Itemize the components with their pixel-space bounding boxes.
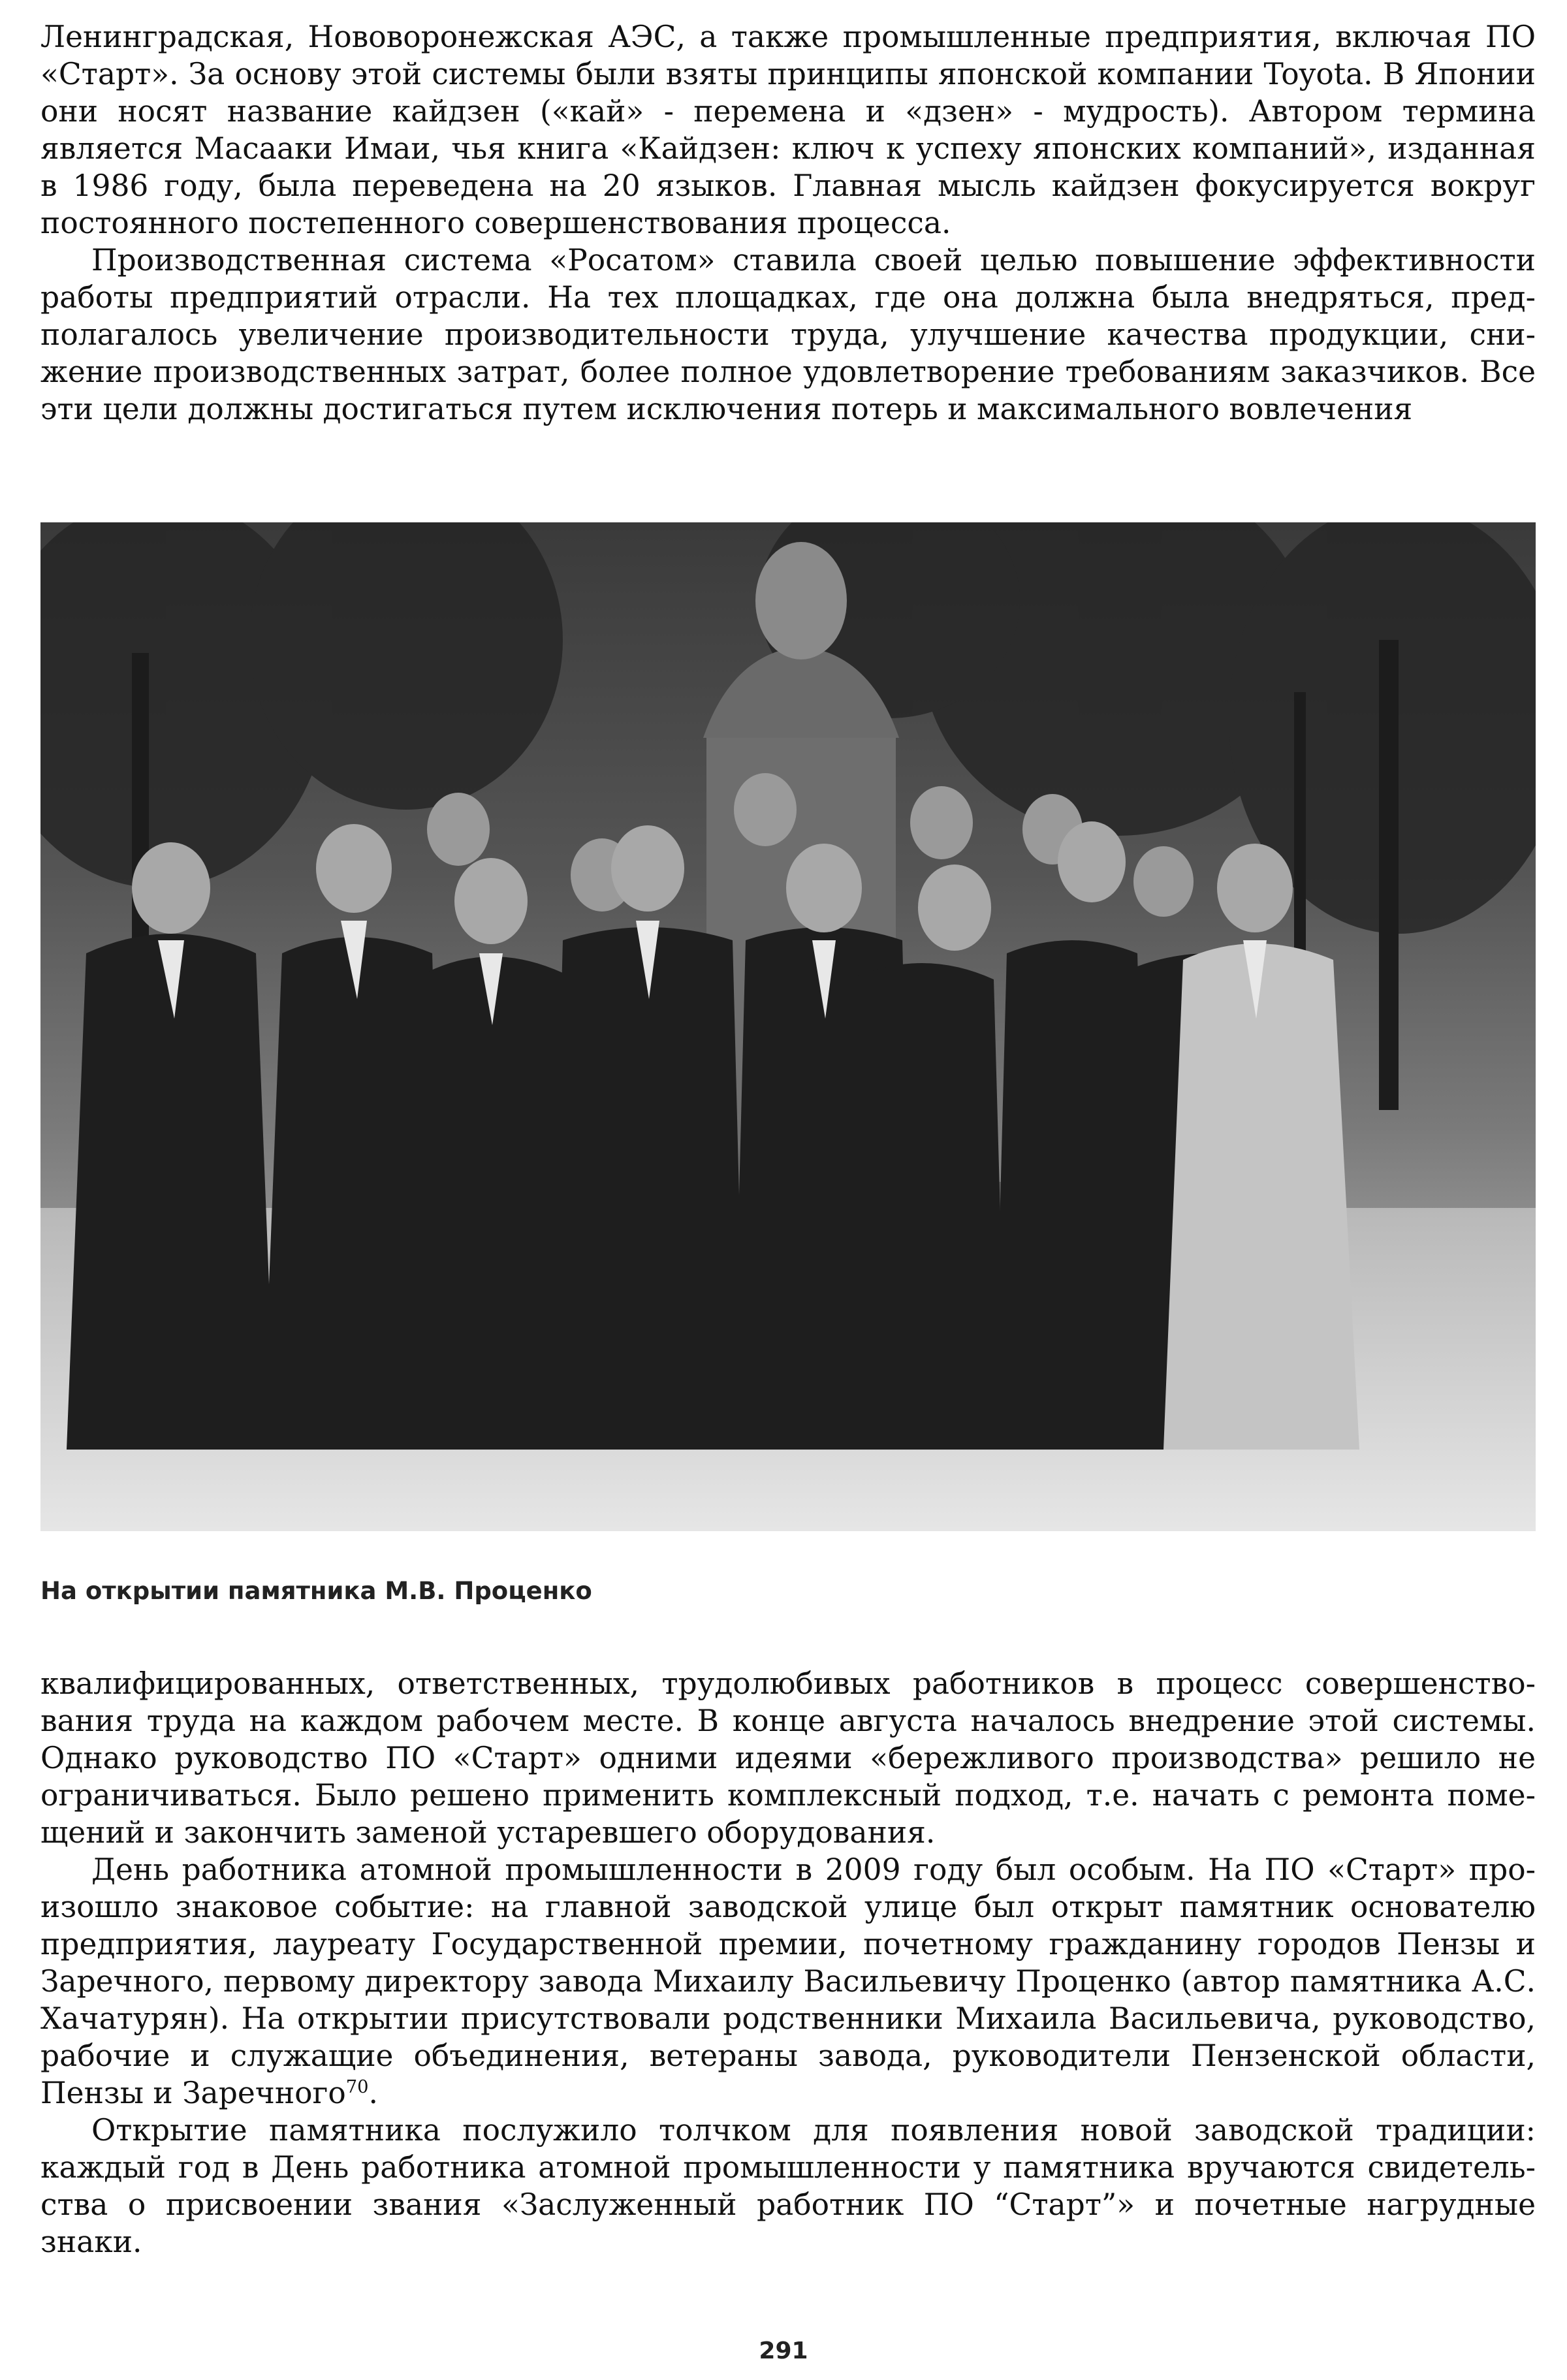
text-block-top (40, 18, 1536, 428)
photo-caption: На открытии памятника М.В. Проценко (40, 1577, 592, 1605)
paragraph: Производственная система «Росатом» ставила своей целью повышение эффективности работы предприятий отрасли. На тех площадках, где она должна была внедряться, предполагалось увеличение производительности труда, улучшение качества продукции, снижение производственных затрат, более полное удовлетворение требованиям заказчиков. Все эти цели должны достигаться путем исключения потерь и максимального вовлечения (40, 243, 1536, 426)
paragraph-text: День работника атомной промышленности в 2009 году был особым. На ПО «Старт» произошло знаковое событие: на главной заводской улице был открыт памятник основателю предприятия, лауреату Государственной премии, почетному гражданину городов Пензы и Заречного, первому директору завода Михаилу Васильевичу Проценко (автор памятника А.С. Хачатурян). На открытии присутствовали родственники Михаила Васильевича, руководство, рабочие и служащие объединения, ветераны завода, руководители Пензенской области, Пензы и Заречного (40, 1852, 1536, 2110)
paragraph-tail: . (368, 2076, 378, 2110)
paragraph: Открытие памятника послужило толчком для появления новой заводской традиции: каждый год в День работника атомной промышленности у памятника вручаются свидетельства о присвоении звания «Заслуженный работник ПО “Старт”» и почетные нагрудные знаки. (40, 2113, 1536, 2259)
page-number: 291 (759, 2338, 808, 2364)
footnote-marker: 70 (345, 2076, 369, 2097)
paragraph: квалифицированных, ответственных, трудолюбивых работников в процесс совершенствования труда на каждом рабочем месте. В конце августа началось внедрение этой системы. Однако руководство ПО «Старт» одними идеями «бережливого производства» решило не ограничиваться. Было решено применить комплексный подход, т.е. начать с ремонта помещений и закончить заменой устаревшего оборудования. (40, 1666, 1536, 1850)
group-photo (40, 522, 1536, 1531)
text-block-bottom (40, 1665, 1536, 2261)
paragraph: Ленинградская, Нововоронежская АЭС, а также промышленные предприятия, включая ПО «Старт». За основу этой системы были взяты принципы японской компании Toyota. В Японии они носят название кайдзен («кай» - перемена и «дзен» - мудрость). Автором термина является Масааки Имаи, чья книга «Кайдзен: ключ к успеху японских компаний», изданная в 1986 году, была переведена на 20 языков. Главная мысль кайдзен фокусируется вокруг постоянного постепенного совершенствования процесса. (40, 20, 1536, 240)
photo-illustration (40, 522, 1536, 1531)
paragraph (40, 1851, 1536, 2112)
